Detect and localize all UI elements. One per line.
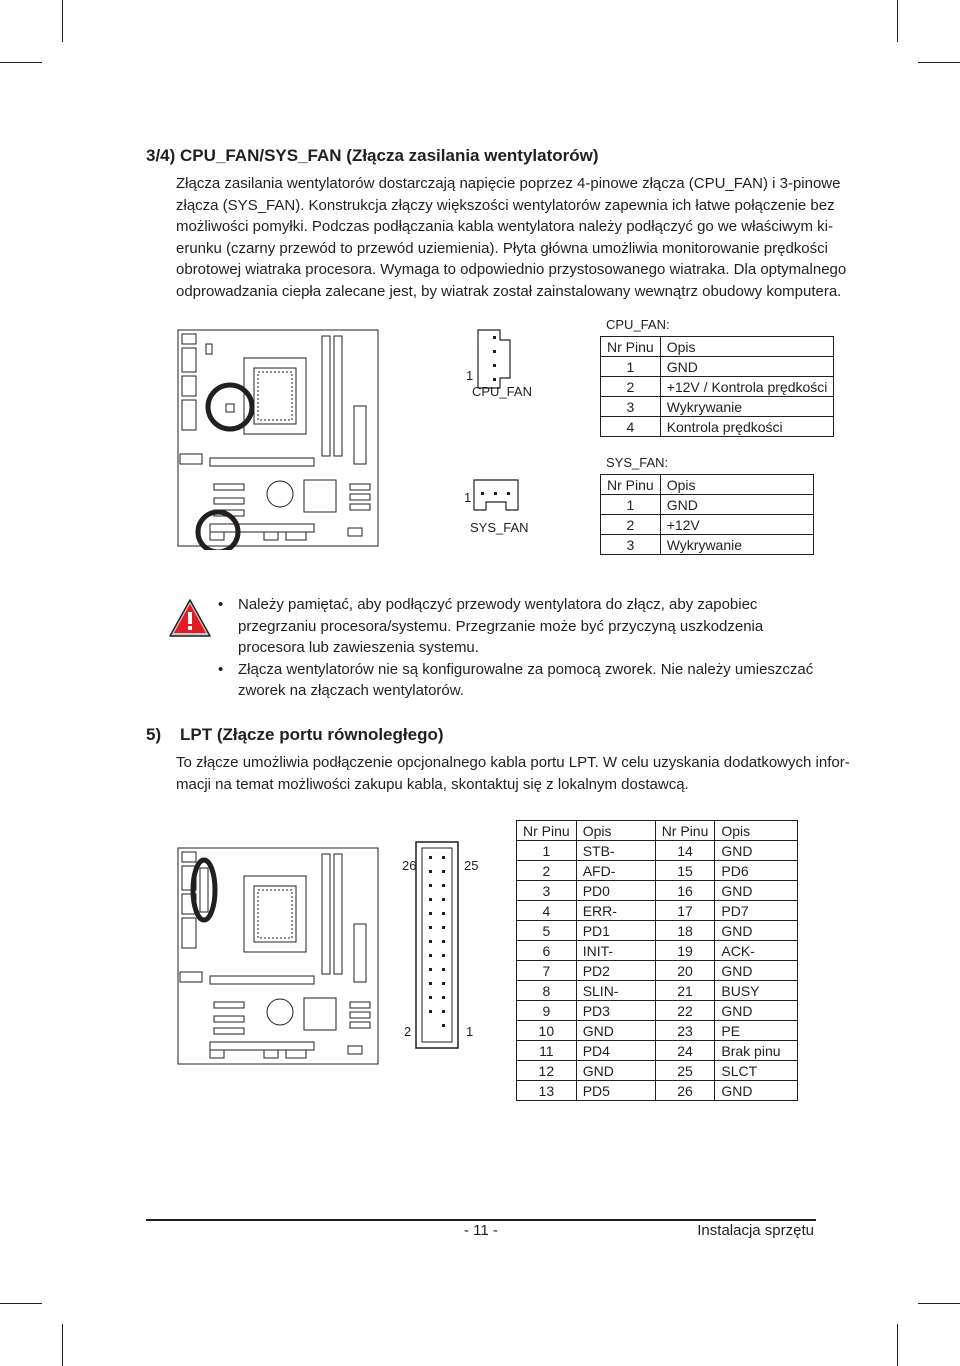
lpt-connector-icon [414, 840, 460, 1050]
fan-description [176, 173, 847, 303]
footer-rule [146, 1219, 816, 1221]
table-row: 11 PD4 24 Brak pinu [517, 1041, 798, 1061]
sys-fan-table-title: SYS_FAN: [606, 455, 669, 470]
text-line: macji na temat możliwości zakupu kabla, skontaktuj się z lokalnym dostawcą. [176, 775, 689, 793]
crop-mark [62, 1324, 63, 1366]
text-line: obrotowej wiatraka procesora. Wymaga to odpowiednio przystosowanego wiatraka. Dla optymalnego [176, 261, 847, 279]
sys-fan-pin-table [600, 474, 814, 555]
bullet-icon: • [218, 660, 224, 678]
table-header: Opis [660, 337, 834, 357]
table-header: Nr Pinu [655, 821, 715, 841]
list-item [216, 659, 816, 702]
motherboard-diagram-fan [176, 328, 382, 550]
table-header: Nr Pinu [601, 475, 661, 495]
warning-text: Należy pamiętać, aby podłączyć przewody wentylatora do złącz, aby zapobiec przegrzaniu procesora/systemu. Przegrzanie może być przyczyną uszkodzenia procesora lub zawieszenia systemu. [238, 596, 764, 656]
lpt-pin26-label: 26 [402, 858, 417, 873]
table-row: 1 GND [601, 495, 814, 515]
sys-fan-pin1-label: 1 [464, 490, 472, 505]
footer-section-title: Instalacja sprzętu [697, 1222, 814, 1239]
table-row: 3 PD0 16 GND [517, 881, 798, 901]
table-row: 9 PD3 22 GND [517, 1001, 798, 1021]
section-heading-lpt: 5) LPT (Złącze portu równoległego) [146, 725, 444, 744]
crop-mark [0, 1303, 42, 1304]
sys-fan-label: SYS_FAN [470, 520, 529, 535]
table-row: 1 GND [601, 357, 834, 377]
lpt-description [176, 752, 850, 795]
motherboard-diagram-lpt [176, 846, 382, 1068]
table-row: 4 Kontrola prędkości [601, 417, 834, 437]
table-row: 12 GND 25 SLCT [517, 1061, 798, 1081]
crop-mark [918, 62, 960, 63]
lpt-pin2-label: 2 [404, 1024, 412, 1039]
sys-fan-connector-icon [472, 478, 520, 512]
warning-notes [216, 594, 816, 702]
table-header: Nr Pinu [601, 337, 661, 357]
table-header: Opis [715, 821, 798, 841]
text-line: złącza (SYS_FAN). Konstrukcja złączy większości wentylatorów zapewnia ich łatwe połączenie bez [176, 196, 835, 214]
page-number: - 11 - [464, 1222, 498, 1239]
table-row: 2 +12V / Kontrola prędkości [601, 377, 834, 397]
lpt-pin1-label: 1 [466, 1024, 474, 1039]
table-row: 5 PD1 18 GND [517, 921, 798, 941]
cpu-fan-table-title: CPU_FAN: [606, 317, 670, 332]
table-row: 3 Wykrywanie [601, 535, 814, 555]
cpu-fan-label: CPU_FAN [472, 384, 532, 399]
text-line: odprowadzania ciepła zalecane jest, by wiatrak został zainstalowany wewnątrz obudowy komputera. [176, 282, 842, 300]
table-row: 8 SLIN- 21 BUSY [517, 981, 798, 1001]
table-row: 2 AFD- 15 PD6 [517, 861, 798, 881]
cpu-fan-pin-table [600, 336, 834, 437]
text-line: możliwości pomyłki. Podczas podłączania kabla wentylatora należy podłączyć go we właściwym ki- [176, 218, 833, 236]
text-line: erunku (czarny przewód to przewód uziemienia). Płyta główna umożliwia monitorowanie prędkości [176, 239, 828, 257]
table-row: 10 GND 23 PE [517, 1021, 798, 1041]
bullet-icon: • [218, 596, 224, 613]
text-line: To złącze umożliwia podłączenie opcjonalnego kabla portu LPT. W celu uzyskania dodatkowych infor- [176, 754, 850, 771]
crop-mark [897, 0, 898, 42]
warning-triangle-icon [168, 598, 212, 638]
text-line: Złącza zasilania wentylatorów dostarczają napięcie poprzez 4-pinowe złącza (CPU_FAN) i 3-pinowe [176, 175, 841, 192]
table-row: 2 +12V [601, 515, 814, 535]
lpt-pin-table [516, 820, 798, 1101]
crop-mark [62, 0, 63, 42]
crop-mark [918, 1303, 960, 1304]
table-row: 3 Wykrywanie [601, 397, 834, 417]
table-header: Nr Pinu [517, 821, 577, 841]
table-header: Opis [576, 821, 655, 841]
cpu-fan-pin1-label: 1 [466, 368, 474, 383]
warning-text: Złącza wentylatorów nie są konfigurowalne za pomocą zworek. Nie należy umieszczać zworek na złączach wentylatorów. [238, 660, 814, 699]
table-row: 4 ERR- 17 PD7 [517, 901, 798, 921]
crop-mark [0, 62, 42, 63]
cpu-fan-connector-icon [476, 328, 514, 390]
table-row: 6 INIT- 19 ACK- [517, 941, 798, 961]
crop-mark [897, 1324, 898, 1366]
lpt-pin25-label: 25 [464, 858, 479, 873]
table-row: 13 PD5 26 GND [517, 1081, 798, 1101]
section-heading-fan: 3/4) CPU_FAN/SYS_FAN (Złącza zasilania wentylatorów) [146, 146, 599, 165]
table-header: Opis [660, 475, 813, 495]
list-item [216, 594, 816, 659]
table-row: 7 PD2 20 GND [517, 961, 798, 981]
table-row: 1 STB- 14 GND [517, 841, 798, 861]
